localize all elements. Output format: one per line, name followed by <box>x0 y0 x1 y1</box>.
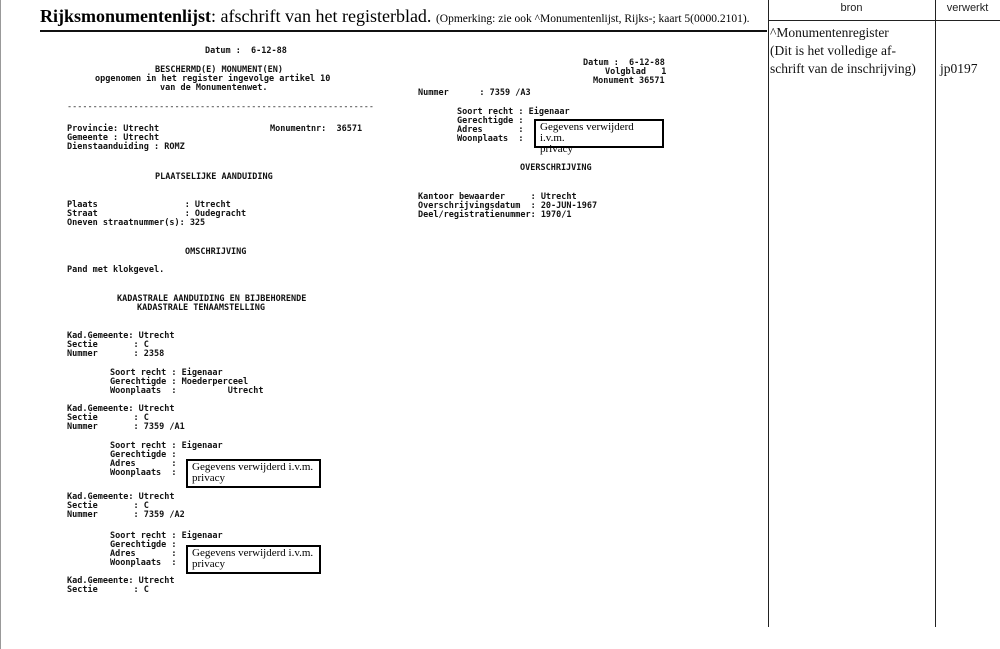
straatnummer: Oneven straatnummer(s): 325 <box>67 218 206 228</box>
parcel-line: Kad.Gemeente: Utrecht <box>67 492 175 502</box>
right-line: Gerechtigde : <box>110 450 177 460</box>
section-heading: KADASTRALE AANDUIDING EN BIJBEHORENDE <box>117 294 307 304</box>
provincie: Provincie: Utrecht <box>67 124 160 134</box>
privacy-text: Gegevens verwijderd i.v.m. <box>192 547 314 559</box>
title-rest: : afschrift van het registerblad. <box>211 6 432 26</box>
parcel-line: Nummer : 7359 /A1 <box>67 422 185 432</box>
description: Pand met klokgevel. <box>67 265 165 275</box>
parcel-line: Sectie : C <box>67 413 149 423</box>
page-edge <box>0 0 1 649</box>
privacy-text: privacy <box>192 558 225 570</box>
section-heading: OVERSCHRIJVING <box>520 163 592 173</box>
parcel-line: Kad.Gemeente: Utrecht <box>67 404 175 414</box>
right-line: Adres : <box>457 125 524 135</box>
right-line: Gerechtigde : <box>457 116 524 126</box>
plaats: Plaats : Utrecht <box>67 200 231 210</box>
right-line: Woonplaats : Utrecht <box>110 386 264 396</box>
section-heading: PLAATSELIJKE AANDUIDING <box>155 172 273 182</box>
straat: Straat : Oudegracht <box>67 209 247 219</box>
transfer-line: Deel/registratienummer: 1970/1 <box>418 210 572 220</box>
title-note: (Opmerking: zie ook ^Monumentenlijst, Rijks-; kaart 5(0000.2101). <box>435 13 750 25</box>
header-divider <box>768 20 1000 21</box>
column-header-verwerkt: verwerkt <box>946 2 989 14</box>
privacy-text: privacy <box>192 472 225 484</box>
parcel-line: Nummer : 2358 <box>67 349 165 359</box>
volgblad: Volgblad 1 <box>605 67 667 77</box>
parcel-line: Nummer : 7359 /A2 <box>67 510 185 520</box>
privacy-redaction-box <box>534 119 664 155</box>
title-rule <box>40 30 767 32</box>
right-line: Woonplaats : <box>110 468 177 478</box>
parcel-line: Sectie : C <box>67 501 149 511</box>
heading: van de Monumentenwet. <box>160 83 268 93</box>
right-line: Gerechtigde : <box>110 540 177 550</box>
transfer-line: Kantoor bewaarder : Utrecht <box>418 192 577 202</box>
bron-line: (Dit is het volledige af- <box>770 43 896 58</box>
monument-number: Monument 36571 <box>593 76 665 86</box>
privacy-redaction-box <box>186 459 321 488</box>
right-line: Soort recht : Eigenaar <box>110 368 223 378</box>
section-heading: OMSCHRIJVING <box>185 247 247 257</box>
column-header-bron: bron <box>840 2 863 14</box>
datum: Datum : 6-12-88 <box>205 46 287 56</box>
verwerkt-code: jp0197 <box>940 61 978 76</box>
right-line: Soort recht : Eigenaar <box>110 441 223 451</box>
gemeente: Gemeente : Utrecht <box>67 133 160 143</box>
parcel-line: Kad.Gemeente: Utrecht <box>67 576 175 586</box>
separator: ------------------------------------------------------------ <box>67 102 375 112</box>
privacy-redaction-box <box>186 545 321 574</box>
title-bold: Rijksmonumentenlijst <box>40 6 212 26</box>
right-line: Woonplaats : <box>110 558 177 568</box>
datum: Datum : 6-12-88 <box>583 58 665 68</box>
parcel-line: Kad.Gemeente: Utrecht <box>67 331 175 341</box>
transfer-line: Overschrijvingsdatum : 20-JUN-1967 <box>418 201 598 211</box>
right-line: Adres : <box>110 549 177 559</box>
page-title <box>40 6 750 27</box>
right-line: Gerechtigde : Moederperceel <box>110 377 249 387</box>
heading: opgenomen in het register ingevolge artikel 10 <box>95 74 331 84</box>
nummer: Nummer : 7359 /A3 <box>418 88 531 98</box>
bron-line: ^Monumentenregister <box>770 25 889 40</box>
dienstaanduiding: Dienstaanduiding : ROMZ <box>67 142 185 152</box>
bron-line: schrift van de inschrijving) <box>770 61 916 76</box>
heading: BESCHERMD(E) MONUMENT(EN) <box>155 65 283 75</box>
parcel-line: Sectie : C <box>67 585 149 595</box>
right-line: Woonplaats : <box>457 134 524 144</box>
right-line: Soort recht : Eigenaar <box>457 107 570 117</box>
column-divider <box>935 0 936 627</box>
privacy-text: privacy <box>540 143 573 155</box>
parcel-line: Sectie : C <box>67 340 149 350</box>
column-divider <box>768 0 769 627</box>
right-line: Adres : <box>110 459 177 469</box>
privacy-text: Gegevens verwijderd i.v.m. <box>192 461 314 473</box>
right-line: Soort recht : Eigenaar <box>110 531 223 541</box>
privacy-text: Gegevens verwijderd i.v.m. <box>540 121 634 144</box>
section-heading: KADASTRALE TENAAMSTELLING <box>137 303 265 313</box>
monumentnr: Monumentnr: 36571 <box>270 124 363 134</box>
